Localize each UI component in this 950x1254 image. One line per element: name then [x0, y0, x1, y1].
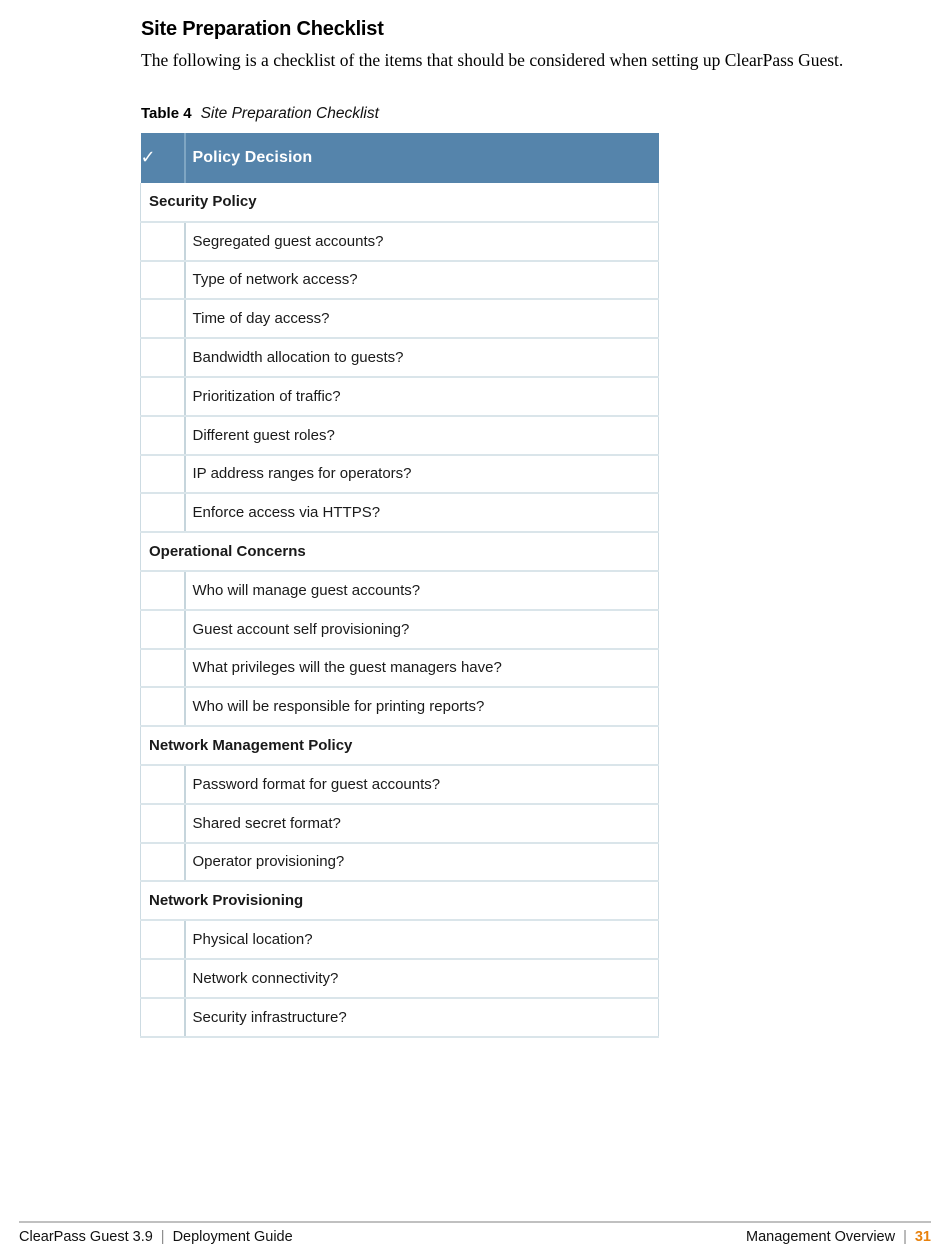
checklist-row: [141, 377, 659, 416]
section-title: Security Policy: [149, 193, 257, 211]
checklist-row: [141, 338, 659, 377]
checklist-row: [141, 610, 659, 649]
section-title: Network Management Policy: [149, 737, 353, 755]
checklist-item-label: Enforce access via HTTPS?: [192, 504, 381, 522]
checklist-item-label: Network connectivity?: [192, 969, 339, 987]
checklist-row: [141, 687, 659, 726]
checklist-row: [141, 493, 659, 532]
checkbox-cell: [141, 377, 185, 416]
checkbox-cell: [141, 416, 185, 455]
checklist-row: [141, 455, 659, 494]
footer-left: [19, 1229, 293, 1245]
checklist-item-label: Who will manage guest accounts?: [192, 581, 421, 599]
checkbox-cell: [141, 959, 185, 998]
checklist-item-label: IP address ranges for operators?: [192, 465, 412, 483]
checklist-row: [141, 416, 659, 455]
section-row: [141, 726, 659, 765]
footer-separator: |: [903, 1229, 907, 1245]
page-title: Site Preparation Checklist: [141, 18, 384, 40]
product-name: ClearPass Guest 3.9: [19, 1229, 153, 1245]
section-name: Management Overview: [745, 1229, 896, 1245]
checklist-item-label: Shared secret format?: [192, 814, 341, 832]
checkbox-cell: [141, 455, 185, 494]
checklist-item-label: Prioritization of traffic?: [192, 387, 341, 405]
checkbox-cell: [141, 571, 185, 610]
check-column-header: [141, 133, 185, 183]
checkbox-cell: [141, 920, 185, 959]
checkmark-icon: ✓: [140, 147, 156, 167]
doc-title: Deployment Guide: [172, 1229, 293, 1245]
checklist-row: [141, 920, 659, 959]
checkbox-cell: [141, 338, 185, 377]
footer-divider: [19, 1221, 931, 1223]
page-number: 31: [914, 1229, 931, 1245]
checklist-item-label: Who will be responsible for printing reports?: [192, 698, 485, 716]
checklist-table: [140, 133, 659, 1038]
checklist-row: [141, 261, 659, 300]
checklist-item-label: Password format for guest accounts?: [192, 775, 441, 793]
section-row: [141, 532, 659, 571]
section-row: [141, 183, 659, 222]
policy-decision-header: Policy Decision: [185, 133, 659, 183]
checklist-row: [141, 649, 659, 688]
checklist-row: [141, 222, 659, 261]
checkbox-cell: [141, 765, 185, 804]
checklist-row: [141, 998, 659, 1037]
section-row: [141, 881, 659, 920]
table-header-row: [141, 133, 659, 183]
caption-label: Table 4: [141, 105, 192, 122]
checklist-item-label: Time of day access?: [192, 310, 330, 328]
checkbox-cell: [141, 610, 185, 649]
footer-right: [746, 1229, 931, 1245]
checklist-row: [141, 299, 659, 338]
checklist-item-label: Segregated guest accounts?: [192, 232, 384, 250]
checkbox-cell: [141, 493, 185, 532]
checkbox-cell: [141, 687, 185, 726]
checklist-row: [141, 571, 659, 610]
checkbox-cell: [141, 649, 185, 688]
section-title: Network Provisioning: [149, 892, 304, 910]
checklist-item-label: Guest account self provisioning?: [192, 620, 410, 638]
checklist-row: [141, 765, 659, 804]
checklist-item-label: What privileges will the guest managers have?: [192, 659, 502, 677]
checklist-item-label: Operator provisioning?: [192, 853, 345, 871]
checklist-row: [141, 959, 659, 998]
caption-title: Site Preparation Checklist: [200, 105, 379, 122]
checklist-row: [141, 804, 659, 843]
footer: [19, 1229, 931, 1245]
checkbox-cell: [141, 804, 185, 843]
section-title: Operational Concerns: [149, 543, 306, 561]
checkbox-cell: [141, 299, 185, 338]
checklist-row: [141, 843, 659, 882]
checklist-item-label: Security infrastructure?: [192, 1008, 347, 1026]
checkbox-cell: [141, 998, 185, 1037]
table-caption: [141, 105, 379, 123]
checklist-item-label: Type of network access?: [192, 271, 358, 289]
checkbox-cell: [141, 222, 185, 261]
checklist-item-label: Physical location?: [192, 931, 313, 949]
checkbox-cell: [141, 261, 185, 300]
checklist-item-label: Different guest roles?: [192, 426, 335, 444]
footer-separator: |: [160, 1229, 165, 1245]
checklist-item-label: Bandwidth allocation to guests?: [192, 349, 404, 367]
checkbox-cell: [141, 843, 185, 882]
intro-text: The following is a checklist of the items that should be considered when setting up ClearPass Guest.: [141, 50, 844, 70]
